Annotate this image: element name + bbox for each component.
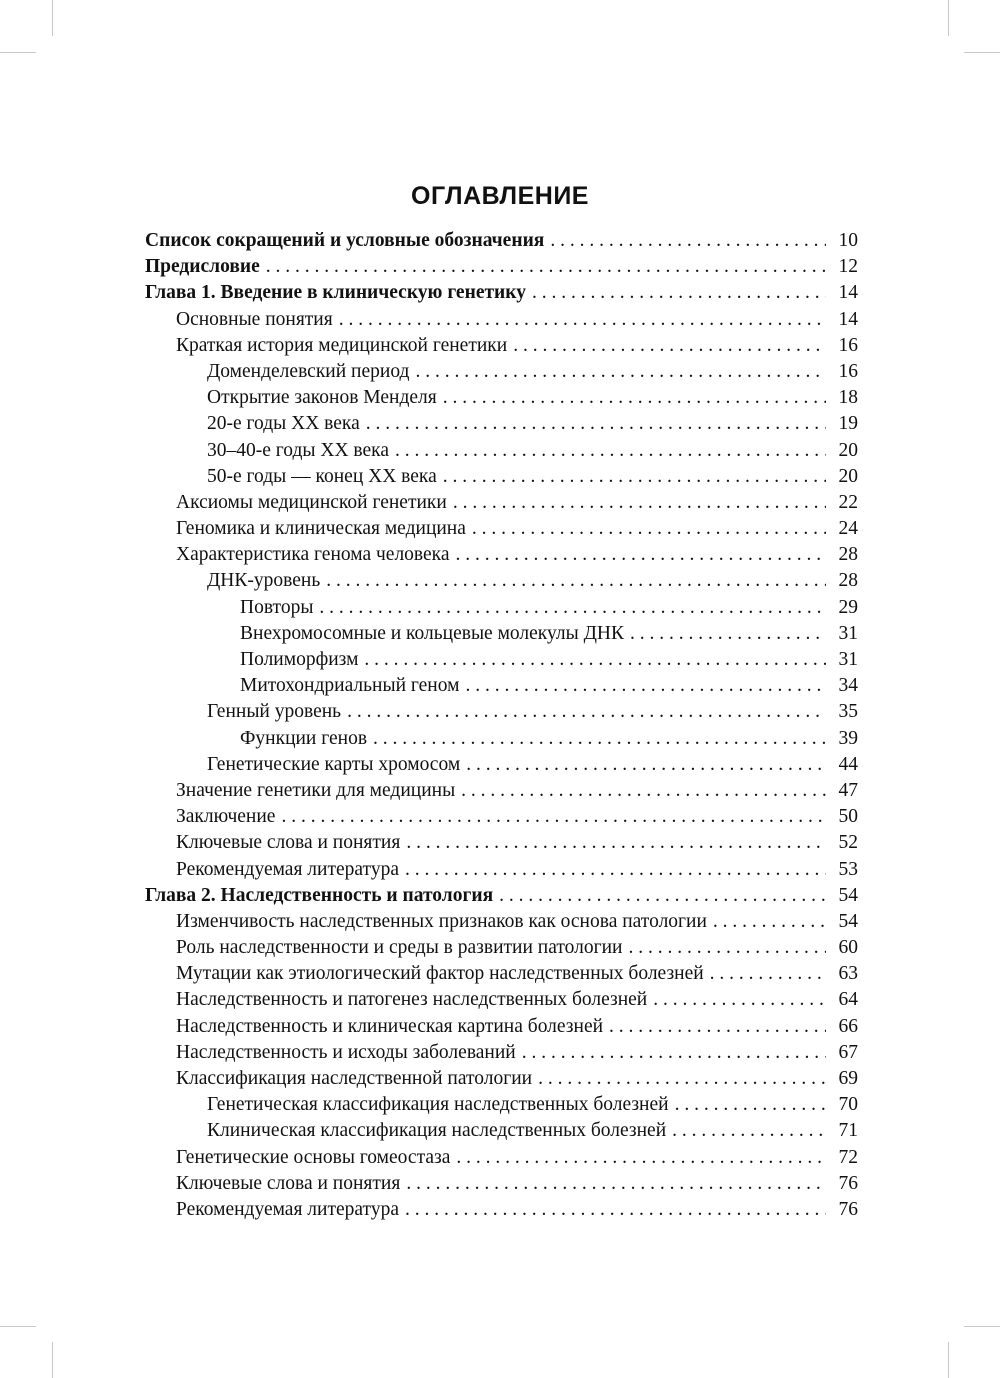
toc-entry-page: 24 (838, 518, 858, 540)
toc-entry (145, 568, 858, 594)
toc-entry-page: 76 (838, 1172, 858, 1194)
toc-entry-page: 60 (838, 937, 858, 959)
dot-leader (713, 909, 826, 935)
toc-entry-page: 28 (838, 570, 858, 592)
dot-leader (326, 568, 826, 594)
toc-entry (145, 228, 858, 254)
toc-entry (145, 909, 858, 935)
toc-entry-title: Клиническая классификация наследственных болезней (207, 1120, 667, 1142)
dot-leader (630, 621, 826, 647)
toc-entry (145, 1171, 858, 1197)
dot-leader (319, 595, 826, 621)
toc-entry (145, 1092, 858, 1118)
toc-entry-page: 71 (838, 1120, 858, 1142)
toc-entry-title: Геномика и клиническая медицина (176, 518, 466, 540)
toc-entry-title: Наследственность и клиническая картина болезней (176, 1015, 604, 1037)
toc-entry-page: 29 (838, 596, 858, 618)
crop-mark (52, 0, 53, 36)
toc-entry (145, 778, 858, 804)
toc-entry-title: Предисловие (145, 256, 260, 278)
toc-entry-page: 35 (838, 701, 858, 723)
toc-entry-title: Полиморфизм (240, 649, 359, 670)
toc-entry (145, 752, 858, 778)
toc-entry-title: Генетические карты хромосом (207, 753, 461, 775)
toc-entry-page: 54 (838, 910, 858, 932)
toc-entry-page: 12 (838, 256, 858, 278)
toc-entry-page: 16 (838, 334, 858, 356)
toc-entry-page: 28 (838, 544, 858, 566)
toc-entry-page: 16 (838, 360, 858, 382)
toc-entry-page: 14 (838, 282, 858, 304)
toc-entry-page: 19 (838, 413, 858, 435)
toc-entry (145, 883, 858, 909)
toc-entry (145, 935, 858, 961)
dot-leader (406, 830, 826, 856)
dot-leader (653, 987, 826, 1013)
toc-entry (145, 647, 858, 673)
toc-entry (145, 595, 858, 621)
dot-leader (456, 542, 826, 568)
dot-leader (672, 1118, 826, 1144)
toc-entry (145, 280, 858, 306)
dot-leader (499, 883, 826, 909)
toc-entry-page: 66 (838, 1015, 858, 1037)
toc-entry (145, 516, 858, 542)
toc-entry-page: 20 (838, 465, 858, 487)
toc-entry (145, 1014, 858, 1040)
toc-entry-page: 67 (838, 1041, 858, 1063)
toc-entry-title: Роль наследственности и среды в развитии патологии (176, 937, 623, 959)
toc-entry (145, 857, 858, 883)
toc-entry (145, 254, 858, 280)
toc-entry (145, 307, 858, 333)
toc-entry (145, 411, 858, 437)
toc-entry-title: Изменчивость наследственных признаков как основа патологии (176, 910, 707, 932)
toc-entry-page: 44 (838, 753, 858, 775)
toc-entry-title: Ключевые слова и понятия (176, 832, 401, 854)
dot-leader (373, 726, 826, 752)
dot-leader (443, 385, 826, 411)
toc-entry-page: 54 (838, 884, 858, 906)
toc-entry-title: Генетическая классификация наследственных болезней (207, 1094, 669, 1116)
dot-leader (472, 516, 826, 542)
toc-entry-title: 20-е годы XX века (207, 413, 360, 435)
dot-leader (538, 1066, 826, 1092)
toc-entry-page: 14 (838, 308, 858, 330)
toc-entry (145, 333, 858, 359)
toc-entry-title: Краткая история медицинской генетики (176, 334, 508, 356)
toc-entry-page: 50 (838, 806, 858, 828)
dot-leader (675, 1092, 826, 1118)
toc-entry (145, 359, 858, 385)
toc-entry-title: Рекомендуемая литература (176, 1198, 399, 1220)
toc-entry (145, 464, 858, 490)
toc-entry-title: Повторы (240, 596, 314, 618)
toc-entry-page: 64 (838, 989, 858, 1011)
toc-entry (145, 385, 858, 411)
dot-leader (456, 1145, 826, 1171)
dot-leader (710, 961, 826, 987)
toc-entry-page: 31 (838, 622, 858, 644)
dot-leader (609, 1014, 826, 1040)
toc-entry (145, 542, 858, 568)
toc-entry-title: ДНК-уровень (207, 570, 321, 592)
toc-entry-title: Основные понятия (176, 308, 333, 330)
toc-entry-page: 72 (838, 1146, 858, 1168)
dot-leader (405, 857, 826, 883)
dot-leader (339, 307, 826, 333)
toc-entry-title: Глава 2. Наследственность и патология (145, 884, 494, 906)
toc-entry (145, 961, 858, 987)
dot-leader (466, 752, 826, 778)
toc-entry-page: 20 (838, 439, 858, 461)
toc-entry (145, 830, 858, 856)
toc-entry (145, 621, 858, 647)
toc-entry (145, 987, 858, 1013)
dot-leader (406, 1171, 826, 1197)
toc-entry-page: 22 (838, 491, 858, 513)
table-of-contents (145, 228, 858, 1223)
crop-mark (0, 52, 36, 53)
toc-entry (145, 1118, 858, 1144)
crop-mark (0, 1326, 36, 1327)
toc-entry-title: Открытие законов Менделя (207, 387, 437, 409)
dot-leader (522, 1040, 826, 1066)
toc-entry-page: 31 (838, 649, 858, 670)
toc-entry-title: Наследственность и исходы заболеваний (176, 1041, 516, 1063)
dot-leader (532, 280, 826, 306)
toc-entry-title: Ключевые слова и понятия (176, 1172, 401, 1194)
toc-entry-page: 76 (838, 1198, 858, 1220)
dot-leader (461, 778, 826, 804)
dot-leader (513, 333, 826, 359)
page-title: ОГЛАВЛЕНИЕ (411, 182, 589, 210)
toc-entry-title: Генетические основы гомеостаза (176, 1146, 451, 1168)
toc-entry-title: Функции генов (240, 727, 368, 749)
dot-leader (347, 699, 826, 725)
dot-leader (405, 1197, 826, 1223)
dot-leader (628, 935, 826, 961)
toc-entry (145, 673, 858, 699)
toc-entry-title: Рекомендуемая литература (176, 858, 399, 880)
dot-leader (453, 490, 826, 516)
toc-entry-page: 53 (838, 858, 858, 880)
toc-entry-title: Список сокращений и условные обозначения (145, 230, 545, 251)
toc-entry-title: Митохондриальный геном (240, 675, 460, 697)
toc-entry-page: 10 (838, 230, 858, 251)
dot-leader (465, 673, 826, 699)
toc-entry (145, 1197, 858, 1223)
toc-entry-title: Значение генетики для медицины (176, 779, 456, 801)
toc-entry-title: Аксиомы медицинской генетики (176, 491, 447, 513)
toc-entry (145, 1040, 858, 1066)
toc-entry-page: 69 (838, 1068, 858, 1089)
toc-entry-title: 50-е годы — конец XX века (207, 465, 437, 487)
toc-entry-title: Заключение (176, 806, 276, 828)
toc-entry (145, 726, 858, 752)
crop-mark (964, 1326, 1000, 1327)
toc-entry-title: Внехромосомные и кольцевые молекулы ДНК (240, 622, 624, 644)
toc-entry (145, 438, 858, 464)
toc-entry-title: Классификация наследственной патологии (176, 1068, 533, 1089)
dot-leader (550, 228, 826, 254)
toc-entry-title: Глава 1. Введение в клиническую генетику (145, 282, 526, 304)
crop-mark (948, 0, 949, 36)
dot-leader (364, 647, 826, 673)
toc-entry-page: 63 (838, 963, 858, 985)
toc-entry (145, 699, 858, 725)
dot-leader (395, 438, 826, 464)
dot-leader (443, 464, 826, 490)
dot-leader (415, 359, 826, 385)
crop-mark (948, 1342, 949, 1378)
dot-leader (281, 804, 826, 830)
toc-entry-page: 70 (838, 1094, 858, 1116)
toc-entry-title: Наследственность и патогенез наследственных болезней (176, 989, 648, 1011)
toc-entry-title: Генный уровень (207, 701, 342, 723)
toc-entry (145, 1145, 858, 1171)
toc-entry (145, 1066, 858, 1092)
toc-entry-page: 39 (838, 727, 858, 749)
toc-entry-title: Доменделевский период (207, 360, 410, 382)
toc-entry (145, 804, 858, 830)
crop-mark (964, 52, 1000, 53)
toc-entry (145, 490, 858, 516)
toc-entry-title: 30–40-е годы XX века (207, 439, 389, 461)
toc-entry-title: Мутации как этиологический фактор наследственных болезней (176, 963, 704, 985)
toc-entry-title: Характеристика генома человека (176, 544, 450, 566)
dot-leader (366, 411, 826, 437)
crop-mark (52, 1342, 53, 1378)
toc-entry-page: 52 (838, 832, 858, 854)
toc-entry-page: 18 (838, 387, 858, 409)
toc-entry-page: 34 (838, 675, 858, 697)
dot-leader (266, 254, 826, 280)
toc-entry-page: 47 (838, 779, 858, 801)
